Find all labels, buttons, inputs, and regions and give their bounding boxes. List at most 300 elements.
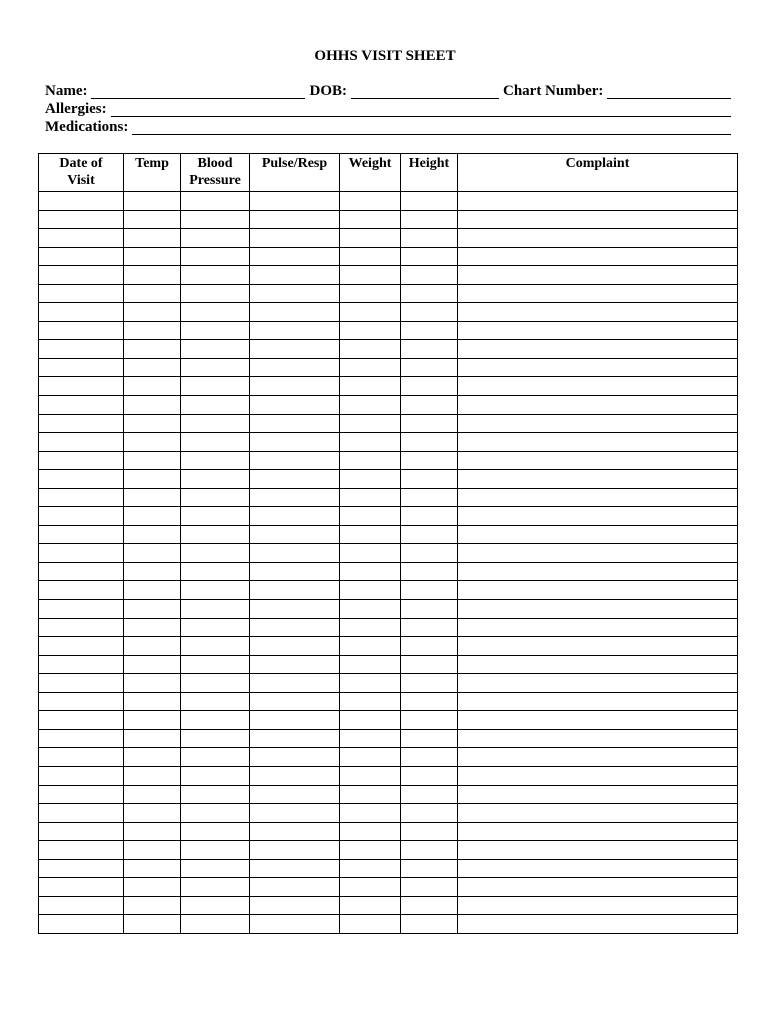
cell-weight[interactable] <box>340 915 401 934</box>
cell-temp[interactable] <box>124 433 181 452</box>
cell-blood-pressure[interactable] <box>181 414 250 433</box>
cell-date-of-visit[interactable] <box>39 470 124 489</box>
cell-weight[interactable] <box>340 247 401 266</box>
cell-height[interactable] <box>401 470 458 489</box>
cell-temp[interactable] <box>124 507 181 526</box>
cell-weight[interactable] <box>340 600 401 619</box>
cell-height[interactable] <box>401 618 458 637</box>
cell-temp[interactable] <box>124 600 181 619</box>
cell-weight[interactable] <box>340 544 401 563</box>
cell-blood-pressure[interactable] <box>181 544 250 563</box>
cell-blood-pressure[interactable] <box>181 766 250 785</box>
cell-height[interactable] <box>401 358 458 377</box>
cell-height[interactable] <box>401 210 458 229</box>
cell-blood-pressure[interactable] <box>181 303 250 322</box>
cell-temp[interactable] <box>124 748 181 767</box>
cell-date-of-visit[interactable] <box>39 915 124 934</box>
cell-blood-pressure[interactable] <box>181 581 250 600</box>
cell-temp[interactable] <box>124 711 181 730</box>
cell-height[interactable] <box>401 266 458 285</box>
cell-weight[interactable] <box>340 358 401 377</box>
cell-blood-pressure[interactable] <box>181 358 250 377</box>
cell-blood-pressure[interactable] <box>181 748 250 767</box>
cell-blood-pressure[interactable] <box>181 488 250 507</box>
cell-complaint[interactable] <box>458 247 738 266</box>
cell-weight[interactable] <box>340 284 401 303</box>
table-row <box>39 581 738 600</box>
cell-complaint[interactable] <box>458 859 738 878</box>
cell-weight[interactable] <box>340 637 401 656</box>
cell-date-of-visit[interactable] <box>39 544 124 563</box>
table-row <box>39 525 738 544</box>
cell-date-of-visit[interactable] <box>39 284 124 303</box>
cell-weight[interactable] <box>340 804 401 823</box>
cell-pulse-resp[interactable] <box>250 544 340 563</box>
cell-blood-pressure[interactable] <box>181 859 250 878</box>
cell-complaint[interactable] <box>458 915 738 934</box>
cell-complaint[interactable] <box>458 507 738 526</box>
cell-temp[interactable] <box>124 785 181 804</box>
cell-pulse-resp[interactable] <box>250 451 340 470</box>
cell-weight[interactable] <box>340 766 401 785</box>
cell-temp[interactable] <box>124 655 181 674</box>
cell-date-of-visit[interactable] <box>39 674 124 693</box>
table-row <box>39 692 738 711</box>
cell-temp[interactable] <box>124 470 181 489</box>
cell-blood-pressure[interactable] <box>181 470 250 489</box>
cell-complaint[interactable] <box>458 729 738 748</box>
cell-date-of-visit[interactable] <box>39 433 124 452</box>
cell-height[interactable] <box>401 711 458 730</box>
table-row <box>39 822 738 841</box>
column-header-blood-pressure: Blood Pressure <box>181 154 250 192</box>
cell-complaint[interactable] <box>458 804 738 823</box>
cell-date-of-visit[interactable] <box>39 618 124 637</box>
cell-complaint[interactable] <box>458 229 738 248</box>
cell-weight[interactable] <box>340 433 401 452</box>
cell-temp[interactable] <box>124 303 181 322</box>
cell-blood-pressure[interactable] <box>181 600 250 619</box>
cell-height[interactable] <box>401 915 458 934</box>
dob-field[interactable] <box>351 84 499 99</box>
cell-pulse-resp[interactable] <box>250 748 340 767</box>
cell-pulse-resp[interactable] <box>250 358 340 377</box>
cell-date-of-visit[interactable] <box>39 637 124 656</box>
cell-blood-pressure[interactable] <box>181 266 250 285</box>
cell-pulse-resp[interactable] <box>250 229 340 248</box>
cell-date-of-visit[interactable] <box>39 192 124 211</box>
cell-weight[interactable] <box>340 340 401 359</box>
cell-date-of-visit[interactable] <box>39 507 124 526</box>
cell-blood-pressure[interactable] <box>181 340 250 359</box>
cell-height[interactable] <box>401 562 458 581</box>
cell-weight[interactable] <box>340 748 401 767</box>
cell-blood-pressure[interactable] <box>181 507 250 526</box>
cell-weight[interactable] <box>340 414 401 433</box>
cell-complaint[interactable] <box>458 451 738 470</box>
cell-date-of-visit[interactable] <box>39 655 124 674</box>
table-row <box>39 804 738 823</box>
cell-complaint[interactable] <box>458 470 738 489</box>
cell-pulse-resp[interactable] <box>250 766 340 785</box>
cell-height[interactable] <box>401 841 458 860</box>
cell-blood-pressure[interactable] <box>181 711 250 730</box>
cell-blood-pressure[interactable] <box>181 618 250 637</box>
cell-temp[interactable] <box>124 729 181 748</box>
cell-blood-pressure[interactable] <box>181 562 250 581</box>
cell-complaint[interactable] <box>458 655 738 674</box>
cell-pulse-resp[interactable] <box>250 785 340 804</box>
cell-temp[interactable] <box>124 414 181 433</box>
cell-blood-pressure[interactable] <box>181 841 250 860</box>
name-field[interactable] <box>91 84 305 99</box>
cell-pulse-resp[interactable] <box>250 674 340 693</box>
cell-pulse-resp[interactable] <box>250 247 340 266</box>
cell-complaint[interactable] <box>458 692 738 711</box>
cell-weight[interactable] <box>340 507 401 526</box>
chart-number-field[interactable] <box>607 84 731 99</box>
cell-height[interactable] <box>401 192 458 211</box>
cell-weight[interactable] <box>340 581 401 600</box>
cell-blood-pressure[interactable] <box>181 451 250 470</box>
cell-complaint[interactable] <box>458 581 738 600</box>
cell-complaint[interactable] <box>458 674 738 693</box>
cell-pulse-resp[interactable] <box>250 600 340 619</box>
cell-weight[interactable] <box>340 674 401 693</box>
cell-blood-pressure[interactable] <box>181 396 250 415</box>
cell-date-of-visit[interactable] <box>39 859 124 878</box>
cell-blood-pressure[interactable] <box>181 692 250 711</box>
cell-temp[interactable] <box>124 192 181 211</box>
cell-weight[interactable] <box>340 562 401 581</box>
cell-complaint[interactable] <box>458 377 738 396</box>
cell-weight[interactable] <box>340 321 401 340</box>
cell-pulse-resp[interactable] <box>250 711 340 730</box>
cell-complaint[interactable] <box>458 525 738 544</box>
cell-pulse-resp[interactable] <box>250 340 340 359</box>
cell-temp[interactable] <box>124 396 181 415</box>
table-row <box>39 340 738 359</box>
cell-pulse-resp[interactable] <box>250 637 340 656</box>
cell-temp[interactable] <box>124 377 181 396</box>
cell-complaint[interactable] <box>458 266 738 285</box>
name-label: Name: <box>45 83 88 99</box>
cell-height[interactable] <box>401 655 458 674</box>
cell-date-of-visit[interactable] <box>39 303 124 322</box>
cell-complaint[interactable] <box>458 766 738 785</box>
cell-pulse-resp[interactable] <box>250 377 340 396</box>
cell-complaint[interactable] <box>458 711 738 730</box>
cell-weight[interactable] <box>340 488 401 507</box>
cell-height[interactable] <box>401 581 458 600</box>
cell-date-of-visit[interactable] <box>39 711 124 730</box>
cell-weight[interactable] <box>340 192 401 211</box>
cell-blood-pressure[interactable] <box>181 229 250 248</box>
cell-temp[interactable] <box>124 544 181 563</box>
cell-height[interactable] <box>401 377 458 396</box>
cell-date-of-visit[interactable] <box>39 358 124 377</box>
cell-pulse-resp[interactable] <box>250 692 340 711</box>
cell-date-of-visit[interactable] <box>39 581 124 600</box>
cell-date-of-visit[interactable] <box>39 841 124 860</box>
cell-complaint[interactable] <box>458 396 738 415</box>
cell-height[interactable] <box>401 729 458 748</box>
cell-pulse-resp[interactable] <box>250 414 340 433</box>
cell-blood-pressure[interactable] <box>181 247 250 266</box>
cell-pulse-resp[interactable] <box>250 210 340 229</box>
cell-pulse-resp[interactable] <box>250 303 340 322</box>
cell-blood-pressure[interactable] <box>181 729 250 748</box>
cell-date-of-visit[interactable] <box>39 822 124 841</box>
cell-blood-pressure[interactable] <box>181 284 250 303</box>
cell-temp[interactable] <box>124 822 181 841</box>
cell-pulse-resp[interactable] <box>250 192 340 211</box>
cell-pulse-resp[interactable] <box>250 655 340 674</box>
cell-pulse-resp[interactable] <box>250 896 340 915</box>
cell-height[interactable] <box>401 229 458 248</box>
cell-weight[interactable] <box>340 878 401 897</box>
cell-blood-pressure[interactable] <box>181 822 250 841</box>
cell-date-of-visit[interactable] <box>39 785 124 804</box>
cell-weight[interactable] <box>340 303 401 322</box>
cell-weight[interactable] <box>340 618 401 637</box>
cell-date-of-visit[interactable] <box>39 804 124 823</box>
cell-complaint[interactable] <box>458 896 738 915</box>
cell-blood-pressure[interactable] <box>181 321 250 340</box>
table-row <box>39 859 738 878</box>
cell-temp[interactable] <box>124 358 181 377</box>
cell-pulse-resp[interactable] <box>250 729 340 748</box>
cell-temp[interactable] <box>124 804 181 823</box>
cell-temp[interactable] <box>124 210 181 229</box>
cell-height[interactable] <box>401 414 458 433</box>
cell-date-of-visit[interactable] <box>39 896 124 915</box>
cell-date-of-visit[interactable] <box>39 210 124 229</box>
cell-complaint[interactable] <box>458 488 738 507</box>
cell-date-of-visit[interactable] <box>39 247 124 266</box>
cell-blood-pressure[interactable] <box>181 896 250 915</box>
cell-height[interactable] <box>401 396 458 415</box>
cell-weight[interactable] <box>340 841 401 860</box>
cell-date-of-visit[interactable] <box>39 377 124 396</box>
cell-date-of-visit[interactable] <box>39 340 124 359</box>
cell-pulse-resp[interactable] <box>250 284 340 303</box>
cell-pulse-resp[interactable] <box>250 841 340 860</box>
cell-height[interactable] <box>401 433 458 452</box>
cell-temp[interactable] <box>124 525 181 544</box>
cell-temp[interactable] <box>124 581 181 600</box>
cell-blood-pressure[interactable] <box>181 637 250 656</box>
cell-height[interactable] <box>401 822 458 841</box>
cell-blood-pressure[interactable] <box>181 785 250 804</box>
cell-complaint[interactable] <box>458 878 738 897</box>
cell-pulse-resp[interactable] <box>250 915 340 934</box>
cell-height[interactable] <box>401 544 458 563</box>
cell-weight[interactable] <box>340 377 401 396</box>
cell-temp[interactable] <box>124 247 181 266</box>
cell-temp[interactable] <box>124 766 181 785</box>
cell-height[interactable] <box>401 488 458 507</box>
cell-complaint[interactable] <box>458 210 738 229</box>
cell-weight[interactable] <box>340 711 401 730</box>
cell-date-of-visit[interactable] <box>39 451 124 470</box>
cell-pulse-resp[interactable] <box>250 488 340 507</box>
cell-height[interactable] <box>401 321 458 340</box>
cell-date-of-visit[interactable] <box>39 321 124 340</box>
cell-complaint[interactable] <box>458 340 738 359</box>
cell-date-of-visit[interactable] <box>39 229 124 248</box>
cell-pulse-resp[interactable] <box>250 321 340 340</box>
cell-temp[interactable] <box>124 284 181 303</box>
cell-complaint[interactable] <box>458 358 738 377</box>
table-row <box>39 655 738 674</box>
cell-height[interactable] <box>401 692 458 711</box>
cell-height[interactable] <box>401 340 458 359</box>
cell-height[interactable] <box>401 451 458 470</box>
cell-height[interactable] <box>401 600 458 619</box>
medications-row <box>45 118 731 136</box>
allergies-field[interactable] <box>111 102 731 117</box>
cell-pulse-resp[interactable] <box>250 878 340 897</box>
cell-temp[interactable] <box>124 488 181 507</box>
cell-date-of-visit[interactable] <box>39 729 124 748</box>
cell-complaint[interactable] <box>458 192 738 211</box>
cell-height[interactable] <box>401 674 458 693</box>
cell-pulse-resp[interactable] <box>250 525 340 544</box>
table-row <box>39 321 738 340</box>
cell-height[interactable] <box>401 878 458 897</box>
cell-height[interactable] <box>401 637 458 656</box>
cell-height[interactable] <box>401 766 458 785</box>
cell-complaint[interactable] <box>458 748 738 767</box>
cell-blood-pressure[interactable] <box>181 915 250 934</box>
table-row <box>39 729 738 748</box>
cell-blood-pressure[interactable] <box>181 878 250 897</box>
cell-blood-pressure[interactable] <box>181 674 250 693</box>
medications-field[interactable] <box>132 120 731 135</box>
cell-temp[interactable] <box>124 841 181 860</box>
cell-weight[interactable] <box>340 396 401 415</box>
cell-blood-pressure[interactable] <box>181 377 250 396</box>
cell-pulse-resp[interactable] <box>250 859 340 878</box>
cell-date-of-visit[interactable] <box>39 396 124 415</box>
cell-temp[interactable] <box>124 637 181 656</box>
allergies-label: Allergies: <box>45 101 107 117</box>
cell-complaint[interactable] <box>458 600 738 619</box>
cell-temp[interactable] <box>124 878 181 897</box>
cell-date-of-visit[interactable] <box>39 766 124 785</box>
cell-pulse-resp[interactable] <box>250 470 340 489</box>
cell-weight[interactable] <box>340 210 401 229</box>
cell-weight[interactable] <box>340 822 401 841</box>
cell-pulse-resp[interactable] <box>250 266 340 285</box>
cell-weight[interactable] <box>340 525 401 544</box>
cell-complaint[interactable] <box>458 841 738 860</box>
cell-date-of-visit[interactable] <box>39 562 124 581</box>
cell-date-of-visit[interactable] <box>39 525 124 544</box>
cell-weight[interactable] <box>340 729 401 748</box>
cell-temp[interactable] <box>124 321 181 340</box>
cell-weight[interactable] <box>340 266 401 285</box>
cell-weight[interactable] <box>340 470 401 489</box>
cell-blood-pressure[interactable] <box>181 655 250 674</box>
cell-date-of-visit[interactable] <box>39 266 124 285</box>
cell-complaint[interactable] <box>458 822 738 841</box>
cell-height[interactable] <box>401 525 458 544</box>
cell-pulse-resp[interactable] <box>250 618 340 637</box>
cell-pulse-resp[interactable] <box>250 804 340 823</box>
cell-height[interactable] <box>401 748 458 767</box>
cell-pulse-resp[interactable] <box>250 581 340 600</box>
cell-height[interactable] <box>401 247 458 266</box>
cell-height[interactable] <box>401 804 458 823</box>
cell-temp[interactable] <box>124 692 181 711</box>
cell-pulse-resp[interactable] <box>250 433 340 452</box>
cell-temp[interactable] <box>124 229 181 248</box>
cell-complaint[interactable] <box>458 284 738 303</box>
cell-complaint[interactable] <box>458 321 738 340</box>
cell-temp[interactable] <box>124 451 181 470</box>
cell-blood-pressure[interactable] <box>181 210 250 229</box>
cell-complaint[interactable] <box>458 414 738 433</box>
cell-date-of-visit[interactable] <box>39 600 124 619</box>
cell-temp[interactable] <box>124 915 181 934</box>
cell-height[interactable] <box>401 896 458 915</box>
cell-temp[interactable] <box>124 674 181 693</box>
cell-height[interactable] <box>401 785 458 804</box>
cell-complaint[interactable] <box>458 303 738 322</box>
cell-weight[interactable] <box>340 451 401 470</box>
cell-pulse-resp[interactable] <box>250 507 340 526</box>
cell-date-of-visit[interactable] <box>39 488 124 507</box>
cell-date-of-visit[interactable] <box>39 414 124 433</box>
cell-weight[interactable] <box>340 896 401 915</box>
cell-blood-pressure[interactable] <box>181 433 250 452</box>
cell-height[interactable] <box>401 507 458 526</box>
cell-weight[interactable] <box>340 859 401 878</box>
cell-weight[interactable] <box>340 229 401 248</box>
cell-height[interactable] <box>401 303 458 322</box>
cell-weight[interactable] <box>340 785 401 804</box>
cell-height[interactable] <box>401 859 458 878</box>
cell-complaint[interactable] <box>458 562 738 581</box>
cell-complaint[interactable] <box>458 544 738 563</box>
cell-pulse-resp[interactable] <box>250 396 340 415</box>
cell-temp[interactable] <box>124 562 181 581</box>
cell-blood-pressure[interactable] <box>181 804 250 823</box>
cell-date-of-visit[interactable] <box>39 748 124 767</box>
cell-weight[interactable] <box>340 692 401 711</box>
cell-pulse-resp[interactable] <box>250 822 340 841</box>
cell-temp[interactable] <box>124 896 181 915</box>
cell-pulse-resp[interactable] <box>250 562 340 581</box>
cell-date-of-visit[interactable] <box>39 878 124 897</box>
cell-blood-pressure[interactable] <box>181 525 250 544</box>
cell-temp[interactable] <box>124 859 181 878</box>
cell-complaint[interactable] <box>458 433 738 452</box>
cell-temp[interactable] <box>124 340 181 359</box>
cell-blood-pressure[interactable] <box>181 192 250 211</box>
cell-temp[interactable] <box>124 266 181 285</box>
cell-complaint[interactable] <box>458 618 738 637</box>
table-header-row <box>39 154 738 192</box>
cell-complaint[interactable] <box>458 637 738 656</box>
cell-height[interactable] <box>401 284 458 303</box>
cell-weight[interactable] <box>340 655 401 674</box>
cell-complaint[interactable] <box>458 785 738 804</box>
cell-temp[interactable] <box>124 618 181 637</box>
cell-date-of-visit[interactable] <box>39 692 124 711</box>
